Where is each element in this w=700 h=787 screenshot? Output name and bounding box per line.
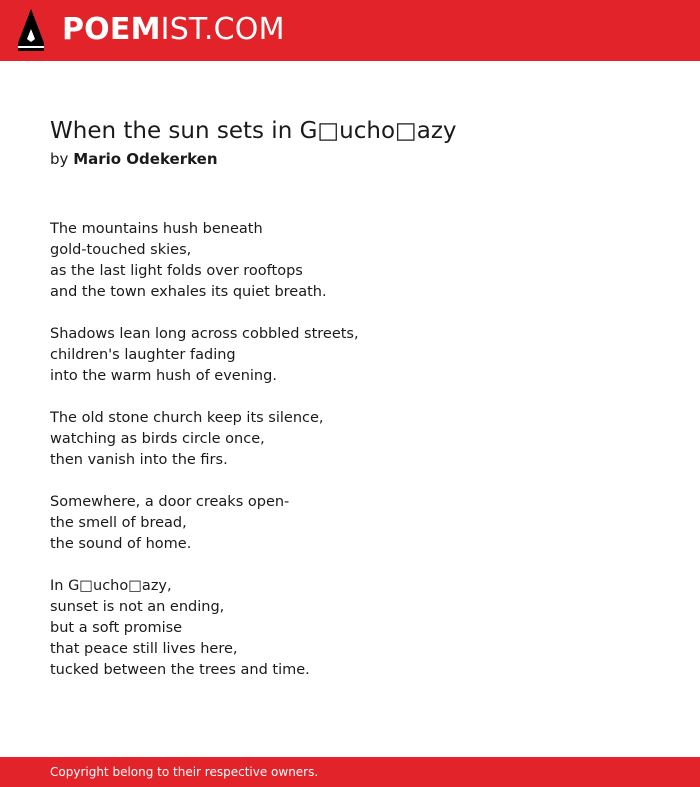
poem-line: into the warm hush of evening. (50, 368, 277, 384)
poem-stanza (50, 324, 359, 387)
poem-line: but a soft promise (50, 620, 183, 636)
logo-light-text: IST.COM (160, 12, 285, 47)
author-name: Mario Odekerken (73, 150, 218, 168)
poem-line: Somewhere, a door creaks open- (50, 494, 290, 510)
poem-title: When the sun sets in G□ucho□azy (50, 118, 457, 144)
poem-line: that peace still lives here, (50, 641, 238, 657)
copyright-text: Copyright belong to their respective owners. (50, 765, 319, 779)
poem-line: Shadows lean long across cobbled streets, (50, 326, 359, 342)
poem-line: watching as birds circle once, (50, 431, 265, 447)
by-label: by (50, 150, 69, 168)
pencil-logo-icon[interactable] (18, 9, 44, 51)
poem-line: children's laughter fading (50, 347, 236, 363)
poem-stanza (50, 576, 359, 681)
poem-line: then vanish into the firs. (50, 452, 228, 468)
poem-line: and the town exhales its quiet breath. (50, 284, 327, 300)
poem-stanza (50, 492, 359, 555)
site-footer (0, 757, 700, 787)
poem-stanza (50, 408, 359, 471)
site-logo[interactable] (62, 13, 285, 47)
poem-line: the sound of home. (50, 536, 192, 552)
poem-stanza (50, 219, 359, 303)
poem-body (50, 219, 359, 681)
poem-line: the smell of bread, (50, 515, 187, 531)
byline (50, 149, 218, 169)
poem-line: tucked between the trees and time. (50, 662, 310, 678)
poem-line: In G□ucho□azy, (50, 578, 172, 594)
poem-line: The old stone church keep its silence, (50, 410, 324, 426)
poem-line: as the last light folds over rooftops (50, 263, 303, 279)
poem-line: sunset is not an ending, (50, 599, 225, 615)
poem-line: The mountains hush beneath (50, 221, 263, 237)
site-header (0, 0, 700, 61)
poem-line: gold-touched skies, (50, 242, 192, 258)
logo-bold-text: POEM (62, 12, 161, 47)
